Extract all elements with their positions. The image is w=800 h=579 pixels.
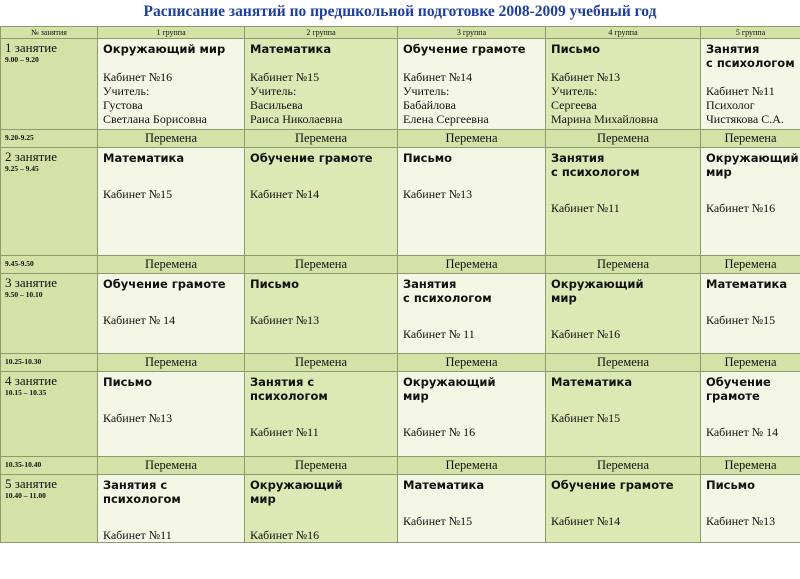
room: Кабинет №15 <box>706 313 776 327</box>
break-label: Перемена <box>98 130 245 148</box>
lesson-cell <box>546 372 701 457</box>
room: Кабинет №16 <box>706 201 776 215</box>
lesson-cell <box>98 39 245 130</box>
break-label: Перемена <box>701 457 800 475</box>
subject: Письмо <box>403 151 453 165</box>
room: Кабинет №16 <box>103 70 173 84</box>
lesson-row <box>1 274 800 354</box>
lesson-cell <box>98 274 245 354</box>
break-time: 10.25-10.30 <box>1 354 98 372</box>
break-label: Перемена <box>98 457 245 475</box>
break-row <box>1 130 800 148</box>
header-group-1: 1 группа <box>98 27 245 39</box>
subject: Математика <box>403 478 485 492</box>
room: Кабинет №13 <box>103 411 173 425</box>
header-row <box>1 27 800 39</box>
lesson-cell <box>245 148 398 256</box>
lesson-cell <box>98 475 245 543</box>
subject: Обучение грамоте <box>403 42 526 56</box>
room: Кабинет № 14 <box>103 313 176 327</box>
room: Кабинет №14 <box>250 187 320 201</box>
break-label: Перемена <box>546 354 701 372</box>
break-label: Перемена <box>398 130 546 148</box>
lesson-cell <box>701 475 800 543</box>
lesson-time: 9.50 – 10.10 <box>5 290 43 299</box>
lesson-cell <box>701 274 800 354</box>
room: Кабинет № 11 <box>403 327 475 341</box>
break-label: Перемена <box>546 130 701 148</box>
room: Кабинет №16 <box>250 528 320 542</box>
break-row <box>1 457 800 475</box>
lesson-cell <box>398 148 546 256</box>
subject: Окружающий мир <box>551 277 644 305</box>
schedule-table <box>0 26 800 543</box>
room: Кабинет №11 <box>250 425 319 439</box>
break-time: 10.35-10.40 <box>1 457 98 475</box>
lesson-label <box>1 274 98 354</box>
subject: Окружающий мир <box>706 151 799 179</box>
page-title: Расписание занятий по предшкольной подготовке 2008-2009 учебный год <box>143 3 657 20</box>
teacher-name: Чистякова С.А. <box>706 112 784 126</box>
subject: Письмо <box>103 375 153 389</box>
break-label: Перемена <box>245 130 398 148</box>
break-label: Перемена <box>701 130 800 148</box>
break-label: Перемена <box>98 256 245 274</box>
lesson-cell <box>701 148 800 256</box>
lesson-label <box>1 39 98 130</box>
teacher-name: Васильева Раиса Николаевна <box>250 98 343 126</box>
lesson-cell <box>398 39 546 130</box>
break-label: Перемена <box>398 457 546 475</box>
lesson-cell <box>245 39 398 130</box>
lesson-cell <box>245 274 398 354</box>
room: Кабинет №11 <box>706 84 775 98</box>
teacher-label: Психолог <box>706 98 755 112</box>
break-label: Перемена <box>98 354 245 372</box>
subject: Математика <box>103 151 185 165</box>
break-label: Перемена <box>546 457 701 475</box>
lesson-cell <box>546 274 701 354</box>
teacher-label: Учитель: <box>103 84 150 98</box>
lesson-cell <box>98 148 245 256</box>
lesson-number: 1 занятие <box>5 40 57 55</box>
subject: Окружающий мир <box>403 375 496 403</box>
subject: Письмо <box>706 478 756 492</box>
lesson-cell <box>701 39 800 130</box>
room: Кабинет №11 <box>103 528 172 542</box>
lesson-time: 10.15 – 10.35 <box>5 388 47 397</box>
room: Кабинет №13 <box>250 313 320 327</box>
room: Кабинет №13 <box>551 70 621 84</box>
break-label: Перемена <box>245 354 398 372</box>
room: Кабинет №13 <box>706 514 776 528</box>
room: Кабинет №16 <box>551 327 621 341</box>
lesson-number: 5 занятие <box>5 476 57 491</box>
subject: Окружающий мир <box>103 42 226 56</box>
lesson-cell <box>546 475 701 543</box>
room: Кабинет № 14 <box>706 425 779 439</box>
header-lesson-number: № занятия <box>1 27 98 39</box>
header-group-5: 5 группа <box>701 27 800 39</box>
break-row <box>1 256 800 274</box>
lesson-row <box>1 148 800 256</box>
room: Кабинет №15 <box>551 411 621 425</box>
subject: Обучение грамоте <box>250 151 373 165</box>
lesson-cell <box>701 372 800 457</box>
subject: Математика <box>706 277 788 291</box>
room: Кабинет №14 <box>551 514 621 528</box>
break-label: Перемена <box>398 256 546 274</box>
break-label: Перемена <box>701 354 800 372</box>
header-group-2: 2 группа <box>245 27 398 39</box>
header-group-3: 3 группа <box>398 27 546 39</box>
lesson-label <box>1 475 98 543</box>
lesson-cell <box>398 274 546 354</box>
lesson-time: 9.25 – 9.45 <box>5 164 39 173</box>
subject: Обучение грамоте <box>551 478 674 492</box>
break-row <box>1 354 800 372</box>
lesson-cell <box>245 475 398 543</box>
subject: Окружающий мир <box>250 478 343 506</box>
lesson-cell <box>245 372 398 457</box>
teacher-name: Густова Светлана Борисовна <box>103 98 207 126</box>
room: Кабинет №11 <box>551 201 620 215</box>
lesson-cell <box>398 372 546 457</box>
room: Кабинет №13 <box>403 187 473 201</box>
lesson-row <box>1 372 800 457</box>
lesson-cell <box>98 372 245 457</box>
lesson-time: 9.00 – 9.20 <box>5 55 39 64</box>
teacher-label: Учитель: <box>403 84 450 98</box>
subject: Обучение грамоте <box>706 375 771 403</box>
break-label: Перемена <box>245 256 398 274</box>
subject: Математика <box>250 42 332 56</box>
break-label: Перемена <box>245 457 398 475</box>
teacher-label: Учитель: <box>551 84 598 98</box>
break-label: Перемена <box>546 256 701 274</box>
subject: Занятия с психологом <box>551 151 640 179</box>
break-label: Перемена <box>398 354 546 372</box>
room: Кабинет № 16 <box>403 425 476 439</box>
lesson-number: 3 занятие <box>5 275 57 290</box>
lesson-number: 2 занятие <box>5 149 57 164</box>
lesson-cell <box>546 39 701 130</box>
teacher-name: Бабайлова Елена Сергеевна <box>403 98 489 126</box>
lesson-label <box>1 148 98 256</box>
room: Кабинет №15 <box>403 514 473 528</box>
subject: Обучение грамоте <box>103 277 226 291</box>
room: Кабинет №15 <box>103 187 173 201</box>
lesson-cell <box>398 475 546 543</box>
lesson-number: 4 занятие <box>5 373 57 388</box>
teacher-label: Учитель: <box>250 84 297 98</box>
break-time: 9.45-9.50 <box>1 256 98 274</box>
subject: Занятия с психологом <box>706 42 795 70</box>
lesson-row <box>1 39 800 130</box>
lesson-time: 10.40 – 11.00 <box>5 491 46 500</box>
room: Кабинет №14 <box>403 70 473 84</box>
header-group-4: 4 группа <box>546 27 701 39</box>
lesson-cell <box>546 148 701 256</box>
lesson-label <box>1 372 98 457</box>
subject: Занятия с психологом <box>250 375 328 403</box>
subject: Математика <box>551 375 633 389</box>
break-label: Перемена <box>701 256 800 274</box>
subject: Письмо <box>551 42 601 56</box>
teacher-name: Сергеева Марина Михайловна <box>551 98 659 126</box>
break-time: 9.20-9.25 <box>1 130 98 148</box>
lesson-row <box>1 475 800 543</box>
subject: Письмо <box>250 277 300 291</box>
room: Кабинет №15 <box>250 70 320 84</box>
subject: Занятия с психологом <box>403 277 492 305</box>
subject: Занятия с психологом <box>103 478 181 506</box>
